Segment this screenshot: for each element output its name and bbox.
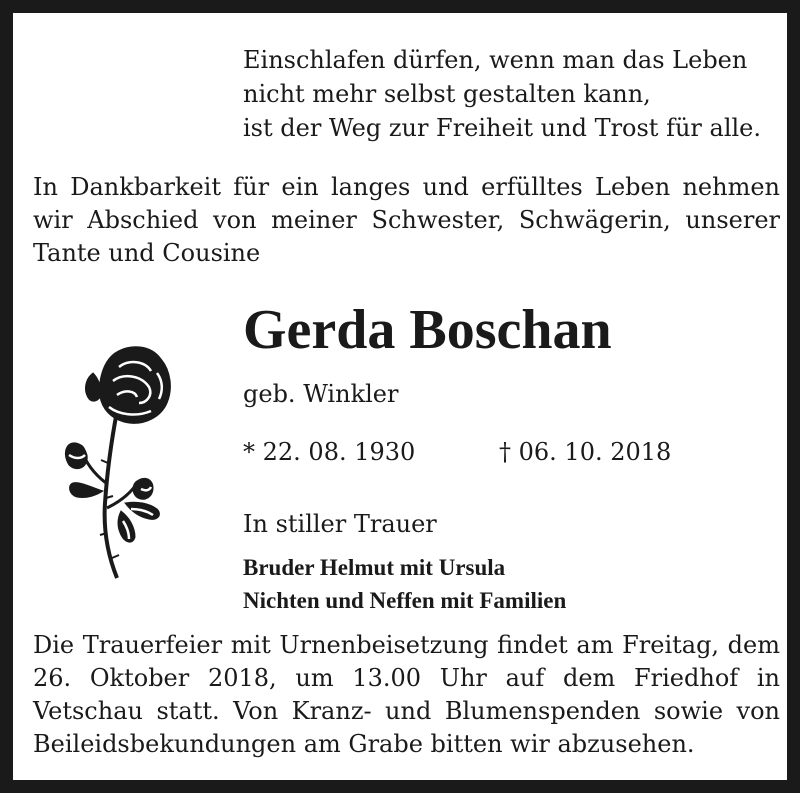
mourner-line: Nichten und Neffen mit Familien: [243, 588, 567, 613]
rose-icon: [45, 333, 175, 583]
closing-paragraph: Die Trauerfeier mit Urnenbeisetzung findet am Freitag, dem 26. Oktober 2018, um 13.00 Uhr auf dem Friedhof in Vetschau statt. Von Kranz- und Blumenspenden sowie von Beileidsbekundungen am Grabe bitten wir abzusehen.: [33, 631, 780, 758]
death-date: † 06. 10. 2018: [499, 438, 672, 466]
maiden-name: geb. Winkler: [243, 380, 399, 408]
poem: [243, 43, 761, 145]
poem-line: Einschlafen dürfen, wenn man das Leben: [243, 46, 748, 74]
mourning-phrase: In stiller Trauer: [243, 510, 437, 538]
mourner-line: Bruder Helmut mit Ursula: [243, 555, 506, 580]
intro-paragraph: In Dankbarkeit für ein langes und erfülltes Leben nehmen wir Abschied von meiner Schwester, Schwägerin, unserer Tante und Cousine: [33, 173, 780, 267]
birth-date: * 22. 08. 1930: [243, 438, 416, 466]
poem-line: ist der Weg zur Freiheit und Trost für alle.: [243, 114, 762, 142]
poem-line: nicht mehr selbst gestalten kann,: [243, 80, 651, 108]
mourners-list: [243, 551, 566, 617]
deceased-name: Gerda Boschan: [243, 299, 612, 361]
